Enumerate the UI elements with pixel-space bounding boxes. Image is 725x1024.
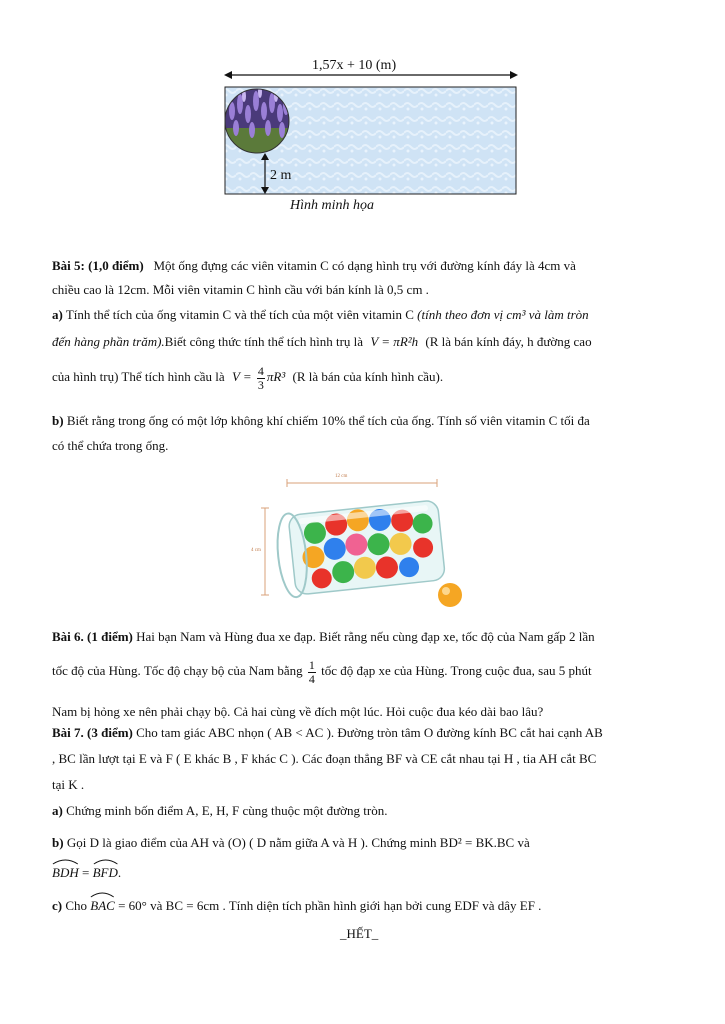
bai5-line2: chiều cao là 12cm. Mỗi viên vitamin C hình cầu với bán kính là 0,5 cm . [52,282,429,297]
width-label: 1,57x + 10 (m) [312,58,397,73]
figure-illustration [222,56,522,221]
tube-length-label: 12 cm [335,474,348,479]
bai5-b-line1: b) Biết rằng trong ống có một lớp không khí chiếm 10% thể tích của ống. Tính số viên vitamin C tối đa [52,413,590,428]
gap-label: 2 m [270,168,292,183]
arc-bdh: BDH [52,864,79,882]
bai7-c: c) Cho BAC = 60° và BC = 6cm . Tính diện tích phần hình giới hạn bởi cung EDF và dây EF . [52,897,541,915]
bai6-line1: Bài 6. (1 điểm) Hai bạn Nam và Hùng đua xe đạp. Biết rằng nếu cùng đạp xe, tốc độ của Nam gấp 2 lần [52,629,595,644]
bai5-line1: Bài 5: (1,0 điểm) Một ống đựng các viên vitamin C có dạng hình trụ với đường kính đáy là 4cm và [52,258,576,273]
field-diagram [222,56,522,221]
bai6-heading: Bài 6. (1 điểm) [52,629,133,644]
figure-caption: Hình minh họa [290,198,374,213]
bai5-heading: Bài 5: (1,0 điểm) [52,258,144,273]
vitamin-tube-image [247,470,477,615]
bai7-line1: Bài 7. (3 điểm) Cho tam giác ABC nhọn ( AB < AC ). Đường tròn tâm O đường kính BC cắt hai cạnh AB [52,725,603,740]
bai7-line3: tại K . [52,777,85,792]
bai7-a: a) Chứng minh bốn điểm A, E, H, F cùng thuộc một đường tròn. [52,803,388,818]
bai6-line2: tốc độ của Hùng. Tốc độ chạy bộ của Nam bằng $\frac{1}{4}$ tốc độ đạp xe của Hùng. Trong cuộc đua, sau 5 phút [52,657,592,686]
vitamin-tube-figure [247,470,477,615]
fraction-one-quarter: $\frac{1}{4}$ [308,657,315,686]
arc-bfd: BFD [93,864,118,882]
bai6-line3: Nam bị hỏng xe nên phải chạy bộ. Cả hai cùng về đích một lúc. Hỏi cuộc đua kéo dài bao lâu? [52,704,544,719]
end-mark: _HẾT_ [340,926,379,941]
bai7-line2: , BC lần lượt tại E và F ( E khác B , F khác C ). Các đoạn thẳng BF và CE cắt nhau tại H , tia AH cắt BC [52,751,597,766]
bai7-b-line1: b) Gọi D là giao điểm của AH và (O) ( D nằm giữa A và H ). Chứng minh BD² = BK.BC và [52,835,530,850]
bai7-b-line2: BDH = BFD. [52,864,121,882]
bai5-a-line3: của hình trụ) Thể tích hình cầu là V = $\frac{4}{3}$ πR³ (R là bán của kính hình cầu). [52,363,444,392]
fraction-four-thirds: $\frac{4}{3}$ [257,363,264,392]
bai7-heading: Bài 7. (3 điểm) [52,725,133,740]
bai5-a-line1: a) Tính thể tích của ống vitamin C và thể tích của một viên vitamin C (tính theo đơn vị cm³ và làm tròn [52,307,589,322]
bai5-a-line2: đến hàng phần trăm).Biết công thức tính thể tích hình trụ là V = πR²h (R là bán kính đáy, h đường cao [52,334,592,349]
bai5-b-line2: có thể chứa trong ống. [52,438,169,453]
arc-bac: BAC [90,897,115,915]
formula-cylinder: V = πR²h [370,334,419,349]
tube-diameter-label: 4 cm [251,548,261,553]
